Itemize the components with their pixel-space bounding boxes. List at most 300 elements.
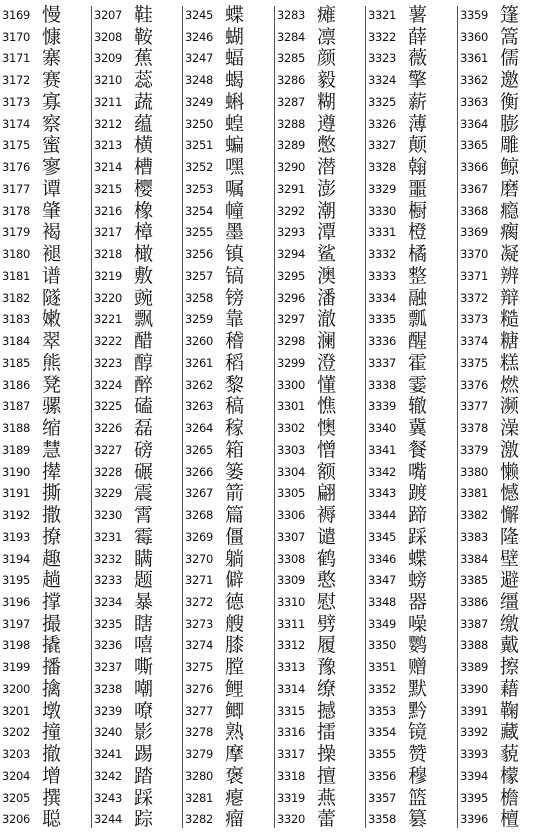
character-entry <box>2 69 92 91</box>
entry-number: 3249 <box>185 94 214 109</box>
entry-number: 3364 <box>460 116 489 131</box>
entry-character: 橄 <box>134 243 154 266</box>
character-entry <box>185 678 275 700</box>
entry-number: 3396 <box>460 812 489 827</box>
character-entry <box>368 743 458 765</box>
character-entry <box>94 287 184 309</box>
entry-character: 箱 <box>225 438 245 461</box>
character-entry <box>94 808 184 830</box>
entry-number: 3282 <box>185 812 214 827</box>
entry-number: 3393 <box>460 747 489 762</box>
entry-number: 3224 <box>94 377 123 392</box>
character-entry <box>277 221 367 243</box>
entry-number: 3208 <box>94 29 123 44</box>
entry-number: 3177 <box>2 181 31 196</box>
character-entry <box>277 787 367 809</box>
entry-character: 篙 <box>500 25 520 48</box>
character-entry <box>277 4 367 26</box>
character-entry <box>277 765 367 787</box>
entry-character: 篮 <box>408 786 428 809</box>
entry-number: 3380 <box>460 464 489 479</box>
entry-number: 3239 <box>94 703 123 718</box>
character-entry <box>277 678 367 700</box>
entry-number: 3334 <box>368 290 397 305</box>
entry-number: 3191 <box>2 486 31 501</box>
entry-character: 嘹 <box>134 699 154 722</box>
entry-character: 褐 <box>42 221 62 244</box>
entry-character: 躺 <box>225 547 245 570</box>
entry-character: 膛 <box>225 656 245 679</box>
entry-number: 3273 <box>185 616 214 631</box>
character-entry <box>94 678 184 700</box>
entry-number: 3321 <box>368 8 397 22</box>
entry-character: 懈 <box>500 504 520 527</box>
entry-character: 增 <box>42 764 62 787</box>
character-entry <box>94 700 184 722</box>
entry-number: 3338 <box>368 377 397 392</box>
entry-number: 3311 <box>277 616 306 631</box>
entry-character: 潭 <box>317 221 337 244</box>
entry-number: 3227 <box>94 442 123 457</box>
entry-number: 3241 <box>94 747 123 762</box>
character-entry <box>277 26 367 48</box>
entry-number: 3375 <box>460 355 489 370</box>
entry-number: 3215 <box>94 181 123 196</box>
entry-number: 3262 <box>185 377 214 392</box>
entry-character: 慢 <box>42 4 62 26</box>
character-entry <box>185 808 275 830</box>
entry-number: 3314 <box>277 681 306 696</box>
entry-character: 题 <box>134 569 154 592</box>
entry-number: 3234 <box>94 594 123 609</box>
entry-number: 3283 <box>277 8 306 22</box>
entry-number: 3301 <box>277 399 306 414</box>
entry-number: 3211 <box>94 94 123 109</box>
entry-number: 3272 <box>185 594 214 609</box>
character-entry <box>460 569 550 591</box>
entry-character: 潮 <box>317 199 337 222</box>
entry-number: 3387 <box>460 616 489 631</box>
character-entry <box>2 221 92 243</box>
character-entry <box>460 352 550 374</box>
entry-number: 3292 <box>277 203 306 218</box>
entry-character: 蝠 <box>225 47 245 70</box>
character-entry <box>277 395 367 417</box>
character-entry <box>277 287 367 309</box>
entry-character: 槽 <box>134 156 154 179</box>
entry-character: 蝗 <box>225 112 245 135</box>
entry-character: 额 <box>317 460 337 483</box>
character-entry <box>277 113 367 135</box>
character-entry <box>94 548 184 570</box>
entry-number: 3370 <box>460 247 489 262</box>
entry-character: 墨 <box>225 221 245 244</box>
entry-character: 撵 <box>42 460 62 483</box>
entry-number: 3245 <box>185 8 214 22</box>
entry-number: 3196 <box>2 594 31 609</box>
entry-character: 德 <box>225 590 245 613</box>
character-entry <box>2 91 92 113</box>
entry-character: 踢 <box>134 743 154 766</box>
entry-number: 3303 <box>277 442 306 457</box>
entry-character: 翩 <box>317 482 337 505</box>
character-entry <box>94 526 184 548</box>
entry-character: 撑 <box>42 590 62 613</box>
entry-character: 摩 <box>225 743 245 766</box>
entry-number: 3355 <box>368 747 397 762</box>
entry-character: 澄 <box>317 351 337 374</box>
character-entry <box>277 178 367 200</box>
character-entry <box>368 91 458 113</box>
character-entry <box>94 352 184 374</box>
entry-character: 冀 <box>408 417 428 440</box>
entry-number: 3348 <box>368 594 397 609</box>
entry-number: 3318 <box>277 768 306 783</box>
entry-character: 播 <box>42 656 62 679</box>
character-entry <box>185 91 275 113</box>
character-entry <box>368 308 458 330</box>
entry-number: 3315 <box>277 703 306 718</box>
entry-character: 蔬 <box>134 90 154 113</box>
entry-number: 3188 <box>2 421 31 436</box>
entry-character: 寡 <box>42 90 62 113</box>
entry-number: 3371 <box>460 268 489 283</box>
character-entry <box>185 439 275 461</box>
entry-number: 3240 <box>94 725 123 740</box>
character-entry <box>277 69 367 91</box>
entry-character: 撩 <box>42 525 62 548</box>
entry-number: 3291 <box>277 181 306 196</box>
entry-number: 3330 <box>368 203 397 218</box>
character-entry <box>185 721 275 743</box>
entry-number: 3199 <box>2 660 31 675</box>
character-entry <box>94 156 184 178</box>
character-entry <box>2 134 92 156</box>
character-column <box>185 4 275 832</box>
entry-number: 3169 <box>2 8 31 22</box>
entry-number: 3243 <box>94 790 123 805</box>
character-entry <box>277 504 367 526</box>
entry-character: 蝎 <box>225 69 245 92</box>
entry-number: 3263 <box>185 399 214 414</box>
entry-character: 颜 <box>317 47 337 70</box>
entry-character: 蝶 <box>225 4 245 26</box>
entry-number: 3288 <box>277 116 306 131</box>
entry-number: 3386 <box>460 594 489 609</box>
entry-character: 擦 <box>500 656 520 679</box>
character-entry <box>94 721 184 743</box>
entry-character: 辨 <box>500 264 520 287</box>
character-entry <box>460 591 550 613</box>
character-entry <box>2 4 92 26</box>
entry-character: 篓 <box>225 460 245 483</box>
entry-number: 3207 <box>94 8 123 22</box>
entry-character: 嘶 <box>134 656 154 679</box>
entry-character: 缭 <box>317 677 337 700</box>
entry-number: 3329 <box>368 181 397 196</box>
character-entry <box>460 178 550 200</box>
entry-number: 3274 <box>185 638 214 653</box>
character-entry <box>2 178 92 200</box>
entry-character: 凝 <box>500 243 520 266</box>
character-entry <box>368 504 458 526</box>
character-entry <box>2 287 92 309</box>
entry-character: 醇 <box>134 351 154 374</box>
character-entry <box>2 308 92 330</box>
character-entry <box>460 613 550 635</box>
character-entry <box>277 569 367 591</box>
entry-number: 3294 <box>277 247 306 262</box>
entry-character: 整 <box>408 264 428 287</box>
entry-character: 濒 <box>500 395 520 418</box>
entry-number: 3376 <box>460 377 489 392</box>
entry-number: 3363 <box>460 94 489 109</box>
entry-number: 3250 <box>185 116 214 131</box>
entry-character: 餐 <box>408 438 428 461</box>
entry-number: 3388 <box>460 638 489 653</box>
character-entry <box>2 656 92 678</box>
entry-character: 鹦 <box>408 634 428 657</box>
character-entry <box>185 374 275 396</box>
character-entry <box>94 265 184 287</box>
entry-character: 霄 <box>134 504 154 527</box>
entry-character: 震 <box>134 482 154 505</box>
entry-character: 缴 <box>500 612 520 635</box>
character-entry <box>368 178 458 200</box>
entry-character: 艘 <box>225 612 245 635</box>
entry-number: 3202 <box>2 725 31 740</box>
character-entry <box>460 461 550 483</box>
entry-character: 幢 <box>225 199 245 222</box>
entry-character: 懂 <box>317 373 337 396</box>
entry-character: 鲸 <box>500 156 520 179</box>
character-entry <box>94 113 184 135</box>
entry-character: 薇 <box>408 47 428 70</box>
entry-number: 3229 <box>94 486 123 501</box>
entry-number: 3323 <box>368 51 397 66</box>
character-entry <box>277 634 367 656</box>
entry-number: 3275 <box>185 660 214 675</box>
entry-number: 3194 <box>2 551 31 566</box>
character-entry <box>460 482 550 504</box>
entry-character: 樱 <box>134 177 154 200</box>
entry-number: 3391 <box>460 703 489 718</box>
entry-number: 3185 <box>2 355 31 370</box>
character-entry <box>460 439 550 461</box>
entry-number: 3332 <box>368 247 397 262</box>
character-entry <box>185 265 275 287</box>
character-entry <box>277 352 367 374</box>
entry-character: 撞 <box>42 721 62 744</box>
entry-character: 鲤 <box>225 677 245 700</box>
character-entry <box>368 395 458 417</box>
character-entry <box>368 787 458 809</box>
entry-character: 嘿 <box>225 156 245 179</box>
character-entry <box>368 613 458 635</box>
character-entry <box>277 156 367 178</box>
character-entry <box>185 482 275 504</box>
entry-number: 3201 <box>2 703 31 718</box>
character-entry <box>94 243 184 265</box>
entry-character: 瘸 <box>500 221 520 244</box>
entry-number: 3251 <box>185 138 214 153</box>
character-entry <box>277 482 367 504</box>
character-entry <box>185 352 275 374</box>
entry-number: 3327 <box>368 138 397 153</box>
entry-character: 鞠 <box>500 699 520 722</box>
character-entry <box>2 243 92 265</box>
entry-number: 3316 <box>277 725 306 740</box>
entry-character: 懒 <box>500 460 520 483</box>
entry-character: 黎 <box>225 373 245 396</box>
character-entry <box>460 678 550 700</box>
character-entry <box>94 178 184 200</box>
entry-number: 3222 <box>94 334 123 349</box>
entry-character: 操 <box>317 743 337 766</box>
character-entry <box>185 569 275 591</box>
entry-number: 3277 <box>185 703 214 718</box>
entry-number: 3270 <box>185 551 214 566</box>
entry-number: 3223 <box>94 355 123 370</box>
character-entry <box>2 200 92 222</box>
character-entry <box>368 200 458 222</box>
entry-character: 骡 <box>42 395 62 418</box>
character-entry <box>2 765 92 787</box>
character-entry <box>2 787 92 809</box>
character-entry <box>460 91 550 113</box>
entry-number: 3336 <box>368 334 397 349</box>
entry-character: 澳 <box>317 264 337 287</box>
character-entry <box>460 721 550 743</box>
character-entry <box>94 91 184 113</box>
entry-character: 蜜 <box>42 134 62 157</box>
entry-character: 瘪 <box>225 786 245 809</box>
entry-number: 3313 <box>277 660 306 675</box>
entry-character: 瘾 <box>500 199 520 222</box>
entry-character: 鲨 <box>317 243 337 266</box>
entry-number: 3342 <box>368 464 397 479</box>
character-entry <box>94 787 184 809</box>
entry-number: 3174 <box>2 116 31 131</box>
entry-number: 3205 <box>2 790 31 805</box>
entry-character: 遵 <box>317 112 337 135</box>
character-entry <box>2 113 92 135</box>
entry-character: 澎 <box>317 177 337 200</box>
character-entry <box>185 113 275 135</box>
entry-character: 踱 <box>408 482 428 505</box>
character-entry <box>460 330 550 352</box>
character-entry <box>185 243 275 265</box>
entry-character: 赛 <box>42 69 62 92</box>
entry-number: 3193 <box>2 529 31 544</box>
character-entry <box>94 743 184 765</box>
character-entry <box>2 461 92 483</box>
entry-number: 3343 <box>368 486 397 501</box>
entry-character: 糖 <box>500 330 520 353</box>
character-entry <box>277 439 367 461</box>
entry-character: 稿 <box>225 395 245 418</box>
character-entry <box>368 656 458 678</box>
character-entry <box>460 287 550 309</box>
entry-character: 撬 <box>42 634 62 657</box>
entry-character: 磕 <box>134 395 154 418</box>
entry-number: 3187 <box>2 399 31 414</box>
entry-number: 3306 <box>277 508 306 523</box>
entry-number: 3182 <box>2 290 31 305</box>
entry-character: 擒 <box>42 677 62 700</box>
entry-number: 3216 <box>94 203 123 218</box>
entry-number: 3197 <box>2 616 31 631</box>
entry-character: 蹄 <box>408 504 428 527</box>
character-entry <box>460 634 550 656</box>
entry-number: 3261 <box>185 355 214 370</box>
entry-number: 3374 <box>460 334 489 349</box>
character-entry <box>277 200 367 222</box>
entry-number: 3304 <box>277 464 306 479</box>
character-entry <box>460 504 550 526</box>
character-entry <box>460 156 550 178</box>
entry-number: 3178 <box>2 203 31 218</box>
character-entry <box>460 26 550 48</box>
entry-character: 踏 <box>134 764 154 787</box>
entry-number: 3233 <box>94 573 123 588</box>
character-entry <box>94 482 184 504</box>
entry-character: 毅 <box>317 69 337 92</box>
character-entry <box>277 91 367 113</box>
character-entry <box>2 156 92 178</box>
character-entry <box>2 26 92 48</box>
character-entry <box>94 200 184 222</box>
entry-number: 3256 <box>185 247 214 262</box>
entry-character: 藏 <box>500 721 520 744</box>
entry-character: 鲫 <box>225 699 245 722</box>
character-entry <box>277 721 367 743</box>
character-entry <box>460 265 550 287</box>
entry-number: 3350 <box>368 638 397 653</box>
character-entry <box>2 482 92 504</box>
entry-number: 3221 <box>94 312 123 327</box>
character-entry <box>277 808 367 830</box>
entry-number: 3310 <box>277 594 306 609</box>
entry-character: 篷 <box>500 4 520 26</box>
entry-character: 膝 <box>225 634 245 657</box>
entry-number: 3192 <box>2 508 31 523</box>
entry-number: 3267 <box>185 486 214 501</box>
entry-character: 凛 <box>317 25 337 48</box>
entry-number: 3254 <box>185 203 214 218</box>
entry-number: 3298 <box>277 334 306 349</box>
entry-number: 3326 <box>368 116 397 131</box>
entry-character: 慧 <box>42 438 62 461</box>
entry-number: 3361 <box>460 51 489 66</box>
entry-number: 3281 <box>185 790 214 805</box>
character-entry <box>94 613 184 635</box>
character-entry <box>368 526 458 548</box>
character-entry <box>460 395 550 417</box>
entry-character: 橘 <box>408 243 428 266</box>
entry-number: 3308 <box>277 551 306 566</box>
entry-number: 3324 <box>368 73 397 88</box>
entry-character: 镜 <box>408 721 428 744</box>
character-entry <box>368 721 458 743</box>
character-entry <box>2 634 92 656</box>
character-entry <box>277 417 367 439</box>
character-entry <box>368 678 458 700</box>
entry-character: 瘫 <box>317 4 337 26</box>
entry-number: 3365 <box>460 138 489 153</box>
entry-number: 3225 <box>94 399 123 414</box>
entry-character: 器 <box>408 590 428 613</box>
